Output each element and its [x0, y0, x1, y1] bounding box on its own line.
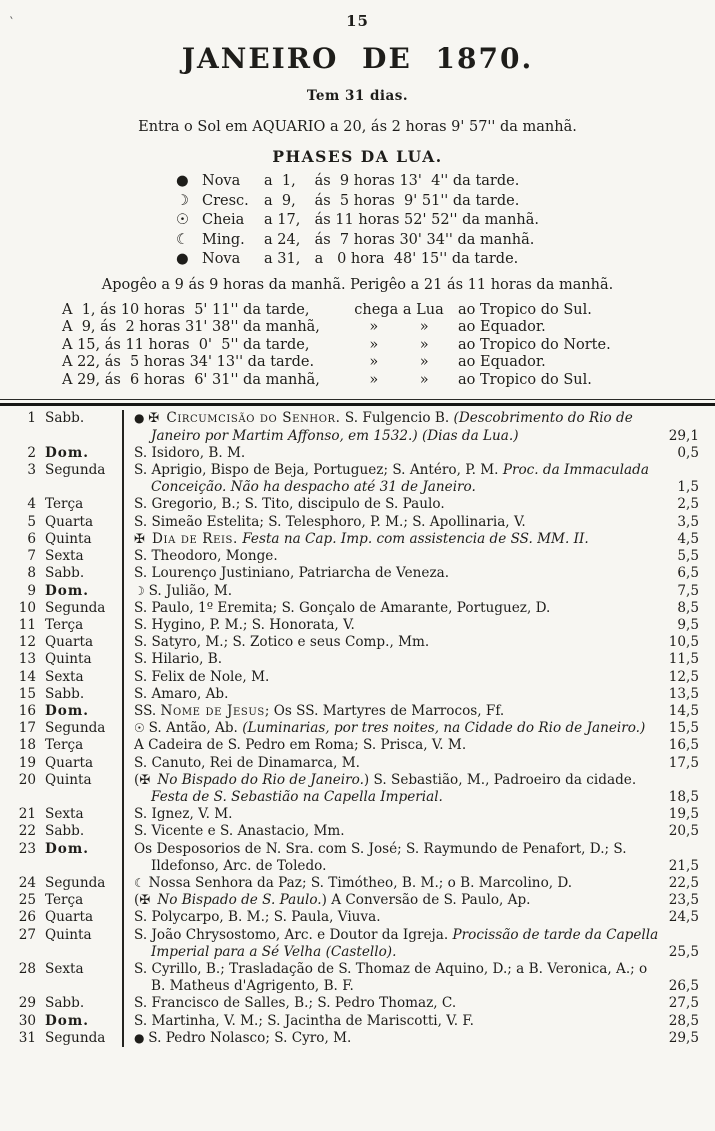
new-moon-icon: ● — [176, 173, 189, 189]
calendar-row — [0, 669, 715, 686]
calendar-row-body — [122, 806, 715, 823]
sun-entry-line: Entra o Sol em AQUARIO a 20, ás 2 horas 9' 57'' da manhã. — [138, 119, 577, 135]
weekday-label: Segunda — [45, 599, 106, 616]
feast-entry-text — [124, 703, 663, 720]
moon-age-value: 18,5 — [668, 788, 699, 805]
calendar-row — [0, 548, 715, 565]
feast-text-segment: S. Hygino, P. M.; S. Honorata, V. — [134, 616, 355, 633]
feast-entry-text — [124, 514, 663, 531]
day-number: 7 — [27, 548, 36, 565]
feast-text-segment: S. Canuto, Rei de Dinamarca, M. — [134, 754, 360, 771]
feast-text-segment: S. Ignez, V. M. — [134, 806, 233, 823]
last-quarter-icon: ☾ — [134, 875, 149, 890]
moon-phase-row — [176, 211, 539, 231]
calendar-row — [0, 927, 715, 961]
day-number: 13 — [18, 651, 36, 668]
day-number: 3 — [27, 462, 36, 479]
feast-entry-text — [124, 583, 663, 600]
calendar-row-body — [122, 875, 715, 892]
new-moon-icon: ● — [176, 251, 189, 267]
moon-phase-day: a 31, — [264, 251, 301, 267]
moon-age-value: 6,5 — [677, 565, 699, 582]
crossing-day-time: A 29, ás 6 horas 6' 31'' da manhã, — [62, 371, 320, 388]
feast-entry-text — [124, 410, 663, 444]
weekday-label: Segunda — [45, 462, 106, 479]
weekday-label: Dom. — [45, 840, 89, 857]
moon-age-value: 26,5 — [668, 978, 699, 995]
feast-text-segment: S. Vicente e S. Anastacio, Mm. — [134, 823, 345, 840]
calendar-row-body — [122, 961, 715, 995]
moon-crossing-row — [62, 354, 715, 372]
feast-text-segment: Festa de S. Sebastião na Capella Imperial. — [151, 788, 443, 805]
moon-crossing-row — [62, 302, 715, 320]
last-quarter-icon: ☾ — [176, 231, 189, 248]
feast-entry-text — [124, 892, 663, 909]
moon-phase-time: a 0 hora 48' 15'' da tarde. — [310, 251, 519, 267]
feast-text-segment: S. Paulo, 1º Eremita; S. Gonçalo de Amarante, Portuguez, D. — [134, 599, 551, 616]
moon-phase-time: ás 5 horas 9' 51'' da tarde. — [310, 192, 520, 209]
calendar-row — [0, 600, 715, 617]
moon-phase-day: a 17, — [264, 212, 301, 228]
feast-entry-text — [124, 496, 663, 513]
crossing-ditto: » » — [369, 371, 429, 388]
calendar-row-body — [122, 737, 715, 754]
day-number: 2 — [27, 444, 36, 461]
moon-age-value: 16,5 — [668, 737, 699, 754]
feast-text-segment: S. Cyrillo, B.; Trasladação de S. Thomaz de Aquino, D.; a B. Veronica, A.; o B. Matheus d'Agrigento, B. F. — [134, 960, 648, 995]
feast-text-segment: SS. — [134, 702, 161, 719]
calendar-row-body — [122, 496, 715, 513]
month-days-count: Tem 31 dias. — [306, 88, 409, 104]
moon-phases-heading: PHASES DA LUA. — [272, 147, 443, 166]
calendar-row — [0, 995, 715, 1012]
calendar-row-body — [122, 531, 715, 548]
calendar-row — [0, 823, 715, 840]
moon-age-value: 25,5 — [668, 943, 699, 960]
scan-artifact: ` — [6, 15, 16, 32]
feast-text-segment: S. Julião, M. — [148, 582, 233, 599]
feast-entry-text — [124, 548, 663, 565]
weekday-label: Segunda — [45, 874, 106, 891]
feast-entry-text — [124, 927, 663, 961]
calendar-row-body — [122, 617, 715, 634]
feast-text-segment: S. Gregorio, B.; S. Tito, discipulo de S. Paulo. — [134, 496, 445, 513]
calendar-row — [0, 462, 715, 496]
crossing-ditto: chega a Lua — [354, 301, 444, 318]
feast-text-segment: Proc. da Immaculada Conceição. Não ha despacho até 31 de Janeiro. — [151, 462, 649, 496]
calendar-row-body — [122, 755, 715, 772]
feast-entry-text — [124, 823, 663, 840]
weekday-label: Terça — [45, 496, 84, 513]
day-number: 21 — [18, 806, 36, 823]
weekday-label: Sexta — [45, 548, 84, 565]
weekday-label: Sexta — [45, 806, 84, 823]
day-number: 10 — [18, 599, 36, 616]
weekday-label: Sabb. — [45, 685, 85, 702]
day-number: 8 — [27, 565, 36, 582]
crossing-destination: ao Tropico do Sul. — [458, 371, 592, 388]
feast-text-segment: S. Satyro, M.; S. Zotico e seus Comp., Mm. — [134, 634, 430, 651]
moon-phase-row — [176, 172, 539, 192]
calendar-row-body — [122, 462, 715, 496]
feast-entry-text — [124, 806, 663, 823]
calendar-row — [0, 514, 715, 531]
feast-text-segment: ( — [134, 892, 140, 909]
weekday-label: Quinta — [45, 926, 92, 943]
calendar-row-body — [122, 634, 715, 651]
moon-age-value: 5,5 — [677, 548, 699, 565]
full-moon-icon: ☉ — [134, 721, 149, 736]
moon-phase-name: Cheia — [202, 212, 245, 228]
day-number: 30 — [18, 1012, 36, 1029]
feast-text-segment: S. Pedro Nolasco; S. Cyro, M. — [148, 1029, 352, 1046]
moon-age-value: 27,5 — [668, 995, 699, 1012]
calendar-row-body — [122, 565, 715, 582]
weekday-label: Sabb. — [45, 565, 85, 582]
day-number: 14 — [18, 668, 36, 685]
moon-age-value: 9,5 — [677, 616, 699, 633]
feast-entry-text — [124, 600, 663, 617]
calendar-row-body — [122, 445, 715, 462]
day-number: 22 — [18, 823, 36, 840]
moon-age-value: 12,5 — [668, 668, 699, 685]
table-top-rule — [0, 399, 715, 406]
day-number: 11 — [18, 616, 36, 633]
feast-text-segment: S. João Chrysostomo, Arc. e Doutor da Igreja. — [134, 926, 453, 943]
feast-text-segment: S. Aprigio, Bispo de Beja, Portuguez; S. Antéro, P. M. — [134, 462, 503, 479]
cross-icon: ✠ — [139, 772, 155, 788]
weekday-label: Segunda — [45, 1029, 106, 1046]
feast-text-segment: S. Amaro, Ab. — [134, 685, 229, 702]
feast-text-segment: Circumcisão do Senhor. — [166, 410, 341, 427]
apsides-line: Apogêo a 9 ás 9 horas da manhã. Perigêo a 21 ás 11 horas da manhã. — [101, 276, 614, 293]
feast-text-segment: Dia de Reis. — [152, 530, 238, 547]
feast-text-segment: ; Os SS. Martyres de Marrocos, Ff. — [264, 702, 505, 719]
moon-age-value: 19,5 — [668, 806, 699, 823]
calendar-row — [0, 410, 715, 444]
moon-age-value: 3,5 — [677, 513, 699, 530]
weekday-label: Segunda — [45, 720, 106, 737]
page-number: 15 — [346, 12, 369, 30]
moon-age-value: 11,5 — [668, 651, 699, 668]
weekday-label: Quinta — [45, 651, 92, 668]
feast-text-segment: S. Felix de Nole, M. — [134, 668, 270, 685]
day-number: 4 — [27, 496, 36, 513]
moon-phase-row — [176, 250, 539, 270]
weekday-label: Terça — [45, 737, 84, 754]
day-number: 24 — [18, 874, 36, 891]
calendar-row — [0, 703, 715, 720]
crossing-day-time: A 22, ás 5 horas 34' 13'' da tarde. — [62, 354, 315, 371]
calendar-row — [0, 531, 715, 548]
cross-icon: ✠ — [148, 411, 164, 427]
calendar-row-body — [122, 772, 715, 806]
day-number: 26 — [18, 909, 36, 926]
feast-text-segment: A Cadeira de S. Pedro em Roma; S. Prisca, V. M. — [134, 737, 467, 754]
cross-icon: ✠ — [139, 893, 155, 909]
calendar-row — [0, 651, 715, 668]
calendar-row-body — [122, 1013, 715, 1030]
calendar-row — [0, 841, 715, 875]
crossing-day-time: A 9, ás 2 horas 31' 38'' da manhã, — [62, 319, 320, 336]
moon-age-value: 0,5 — [677, 444, 699, 461]
calendar-table — [0, 410, 715, 1047]
moon-age-value: 20,5 — [668, 823, 699, 840]
day-number: 20 — [18, 771, 36, 788]
feast-entry-text — [124, 445, 663, 462]
calendar-row — [0, 565, 715, 582]
crossing-day-time: A 1, ás 10 horas 5' 11'' da tarde, — [62, 301, 310, 318]
moon-age-value: 15,5 — [668, 720, 699, 737]
crossing-destination: ao Equador. — [458, 354, 546, 371]
weekday-label: Sabb. — [45, 995, 85, 1012]
weekday-label: Quinta — [45, 530, 92, 547]
moon-age-value: 21,5 — [668, 857, 699, 874]
feast-text-segment: Festa na Cap. Imp. com assistencia de SS. MM. II. — [237, 530, 589, 547]
moon-phase-time: ás 9 horas 13' 4'' da tarde. — [310, 173, 520, 189]
moon-phase-name: Nova — [202, 173, 241, 189]
day-number: 19 — [18, 754, 36, 771]
calendar-row-body — [122, 583, 715, 600]
feast-text-segment: S. Isidoro, B. M. — [134, 444, 246, 461]
weekday-label: Quarta — [45, 634, 94, 651]
moon-phase-time: ás 7 horas 30' 34'' da manhã. — [310, 231, 535, 248]
feast-text-segment: (Luminarias, por tres noites, na Cidade do Rio de Janeiro.) — [242, 720, 646, 737]
day-number: 5 — [27, 513, 36, 530]
moon-age-value: 4,5 — [677, 530, 699, 547]
weekday-label: Dom. — [45, 1012, 89, 1029]
moon-phase-day: a 9, — [264, 192, 296, 209]
calendar-row — [0, 1013, 715, 1030]
calendar-row-body — [122, 1030, 715, 1047]
feast-entry-text — [124, 909, 663, 926]
first-quarter-icon: ☽ — [134, 583, 149, 598]
calendar-row — [0, 583, 715, 600]
feast-text-segment: S. Francisco de Salles, B.; S. Pedro Thomaz, C. — [134, 995, 457, 1012]
feast-entry-text — [124, 1030, 663, 1047]
moon-phase-name: Cresc. — [202, 192, 249, 209]
moon-phase-time: ás 11 horas 52' 52'' da manhã. — [310, 212, 539, 228]
moon-crossings-list — [62, 302, 715, 390]
weekday-label: Dom. — [45, 444, 89, 461]
feast-entry-text — [124, 531, 663, 548]
feast-text-segment: S. Fulgencio B. — [340, 410, 454, 427]
weekday-label: Quarta — [45, 513, 94, 530]
calendar-row — [0, 445, 715, 462]
page-title: JANEIRO DE 1870. — [181, 42, 534, 75]
calendar-row-body — [122, 600, 715, 617]
calendar-row-body — [122, 669, 715, 686]
feast-entry-text — [124, 875, 663, 892]
day-number: 16 — [18, 702, 36, 719]
feast-text-segment: S. Theodoro, Monge. — [134, 548, 278, 565]
weekday-label: Sexta — [45, 668, 84, 685]
day-number: 17 — [18, 720, 36, 737]
feast-text-segment: ) A Conversão de S. Paulo, Ap. — [321, 892, 531, 909]
feast-text-segment: No Bispado do Rio de Janeiro. — [157, 771, 364, 788]
moon-age-value: 17,5 — [668, 754, 699, 771]
moon-crossing-row — [62, 372, 715, 390]
feast-entry-text — [124, 841, 663, 875]
feast-entry-text — [124, 720, 663, 737]
day-number: 29 — [18, 995, 36, 1012]
feast-text-segment: Nossa Senhora da Paz; S. Timótheo, B. M.; o B. Marcolino, D. — [148, 874, 573, 891]
moon-age-value: 28,5 — [668, 1012, 699, 1029]
calendar-row — [0, 806, 715, 823]
calendar-row-body — [122, 995, 715, 1012]
feast-text-segment: (Descobrimento do Rio de Janeiro por Martim Affonso, em 1532.) (Dias da Lua.) — [151, 410, 633, 444]
feast-entry-text — [124, 737, 663, 754]
feast-entry-text — [124, 669, 663, 686]
calendar-row-body — [122, 841, 715, 875]
feast-entry-text — [124, 772, 663, 806]
calendar-row — [0, 634, 715, 651]
feast-text-segment: S. Polycarpo, B. M.; S. Paula, Viuva. — [134, 909, 381, 926]
feast-entry-text — [124, 755, 663, 772]
weekday-label: Quarta — [45, 909, 94, 926]
feast-text-segment: ) S. Sebastião, M., Padroeiro da cidade. — [363, 771, 637, 788]
calendar-row-body — [122, 514, 715, 531]
moon-age-value: 7,5 — [677, 582, 699, 599]
moon-age-value: 13,5 — [668, 685, 699, 702]
weekday-label: Quarta — [45, 754, 94, 771]
calendar-row — [0, 737, 715, 754]
day-number: 1 — [27, 410, 36, 427]
crossing-day-time: A 15, ás 11 horas 0' 5'' da tarde, — [62, 336, 310, 353]
moon-phase-row — [176, 231, 539, 251]
moon-phase-day: a 1, — [264, 173, 296, 189]
calendar-row — [0, 892, 715, 909]
moon-crossing-row — [62, 337, 715, 355]
day-number: 12 — [18, 634, 36, 651]
moon-age-value: 24,5 — [668, 909, 699, 926]
feast-text-segment: S. Hilario, B. — [134, 651, 223, 668]
day-number: 9 — [27, 582, 36, 599]
calendar-row — [0, 772, 715, 806]
feast-entry-text — [124, 1013, 663, 1030]
feast-text-segment: ( — [134, 771, 140, 788]
feast-text-segment: Procissão de tarde da Capella Imperial para a Sé Velha (Castello). — [151, 926, 659, 960]
new-moon-icon: ● — [134, 1030, 149, 1045]
crossing-destination: ao Tropico do Norte. — [458, 336, 611, 353]
feast-text-segment: Os Desposorios de N. Sra. com S. José; S. Raymundo de Penafort, D.; S. Ildefonso, Arc. de Toledo. — [134, 840, 627, 874]
feast-entry-text — [124, 995, 663, 1012]
calendar-row — [0, 909, 715, 926]
feast-text-segment: S. Simeão Estelita; S. Telesphoro, P. M.; S. Apollinaria, V. — [134, 513, 526, 530]
crossing-destination: ao Tropico do Sul. — [458, 301, 592, 318]
feast-entry-text — [124, 462, 663, 496]
moon-age-value: 2,5 — [677, 496, 699, 513]
calendar-row — [0, 617, 715, 634]
calendar-row — [0, 755, 715, 772]
crossing-ditto: » » — [369, 336, 429, 353]
calendar-row-body — [122, 892, 715, 909]
calendar-row-body — [122, 410, 715, 444]
day-number: 23 — [18, 840, 36, 857]
moon-phases-list — [176, 172, 539, 270]
moon-phase-day: a 24, — [264, 231, 301, 248]
day-number: 27 — [18, 926, 36, 943]
first-quarter-icon: ☽ — [176, 192, 189, 209]
cross-icon: ✠ — [134, 531, 150, 547]
day-number: 15 — [18, 685, 36, 702]
feast-entry-text — [124, 634, 663, 651]
calendar-row-body — [122, 548, 715, 565]
moon-age-value: 29,1 — [668, 427, 699, 444]
feast-entry-text — [124, 565, 663, 582]
calendar-row-body — [122, 703, 715, 720]
calendar-row — [0, 720, 715, 737]
calendar-row — [0, 496, 715, 513]
calendar-row — [0, 875, 715, 892]
moon-age-value: 22,5 — [668, 874, 699, 891]
feast-text-segment: S. Lourenço Justiniano, Patriarcha de Veneza. — [134, 565, 450, 582]
moon-phase-row — [176, 192, 539, 212]
calendar-row-body — [122, 720, 715, 737]
weekday-label: Terça — [45, 616, 84, 633]
moon-phase-name: Nova — [202, 251, 241, 267]
calendar-row-body — [122, 927, 715, 961]
calendar-row-body — [122, 909, 715, 926]
moon-age-value: 10,5 — [668, 634, 699, 651]
feast-entry-text — [124, 961, 663, 995]
calendar-row — [0, 1030, 715, 1047]
calendar-row — [0, 686, 715, 703]
calendar-row-body — [122, 651, 715, 668]
weekday-label: Terça — [45, 892, 84, 909]
feast-entry-text — [124, 651, 663, 668]
day-number: 31 — [18, 1029, 36, 1046]
feast-entry-text — [124, 617, 663, 634]
feast-text-segment: Nome de Jesus — [160, 702, 265, 719]
weekday-label: Sexta — [45, 960, 84, 977]
feast-text-segment: S. Antão, Ab. — [148, 720, 243, 737]
weekday-label: Sabb. — [45, 410, 85, 427]
feast-text-segment: No Bispado de S. Paulo. — [157, 892, 322, 909]
moon-age-value: 23,5 — [668, 892, 699, 909]
feast-text-segment: S. Martinha, V. M.; S. Jacintha de Mariscotti, V. F. — [134, 1012, 475, 1029]
day-number: 6 — [27, 530, 36, 547]
day-number: 25 — [18, 892, 36, 909]
weekday-label: Quinta — [45, 771, 92, 788]
calendar-row-body — [122, 686, 715, 703]
crossing-ditto: » » — [369, 319, 429, 336]
moon-phase-name: Ming. — [202, 231, 245, 248]
day-number: 28 — [18, 960, 36, 977]
weekday-label: Dom. — [45, 702, 89, 719]
weekday-label: Sabb. — [45, 823, 85, 840]
new-moon-icon: ● — [134, 411, 149, 426]
moon-age-value: 1,5 — [677, 479, 699, 496]
day-number: 18 — [18, 737, 36, 754]
crossing-ditto: » » — [369, 354, 429, 371]
crossing-destination: ao Equador. — [458, 319, 546, 336]
calendar-row — [0, 961, 715, 995]
feast-entry-text — [124, 686, 663, 703]
calendar-row-body — [122, 823, 715, 840]
moon-age-value: 29,5 — [668, 1029, 699, 1046]
weekday-label: Dom. — [45, 582, 89, 599]
moon-age-value: 14,5 — [668, 702, 699, 719]
full-moon-icon: ☉ — [176, 212, 189, 228]
moon-age-value: 8,5 — [677, 599, 699, 616]
moon-crossing-row — [62, 319, 715, 337]
